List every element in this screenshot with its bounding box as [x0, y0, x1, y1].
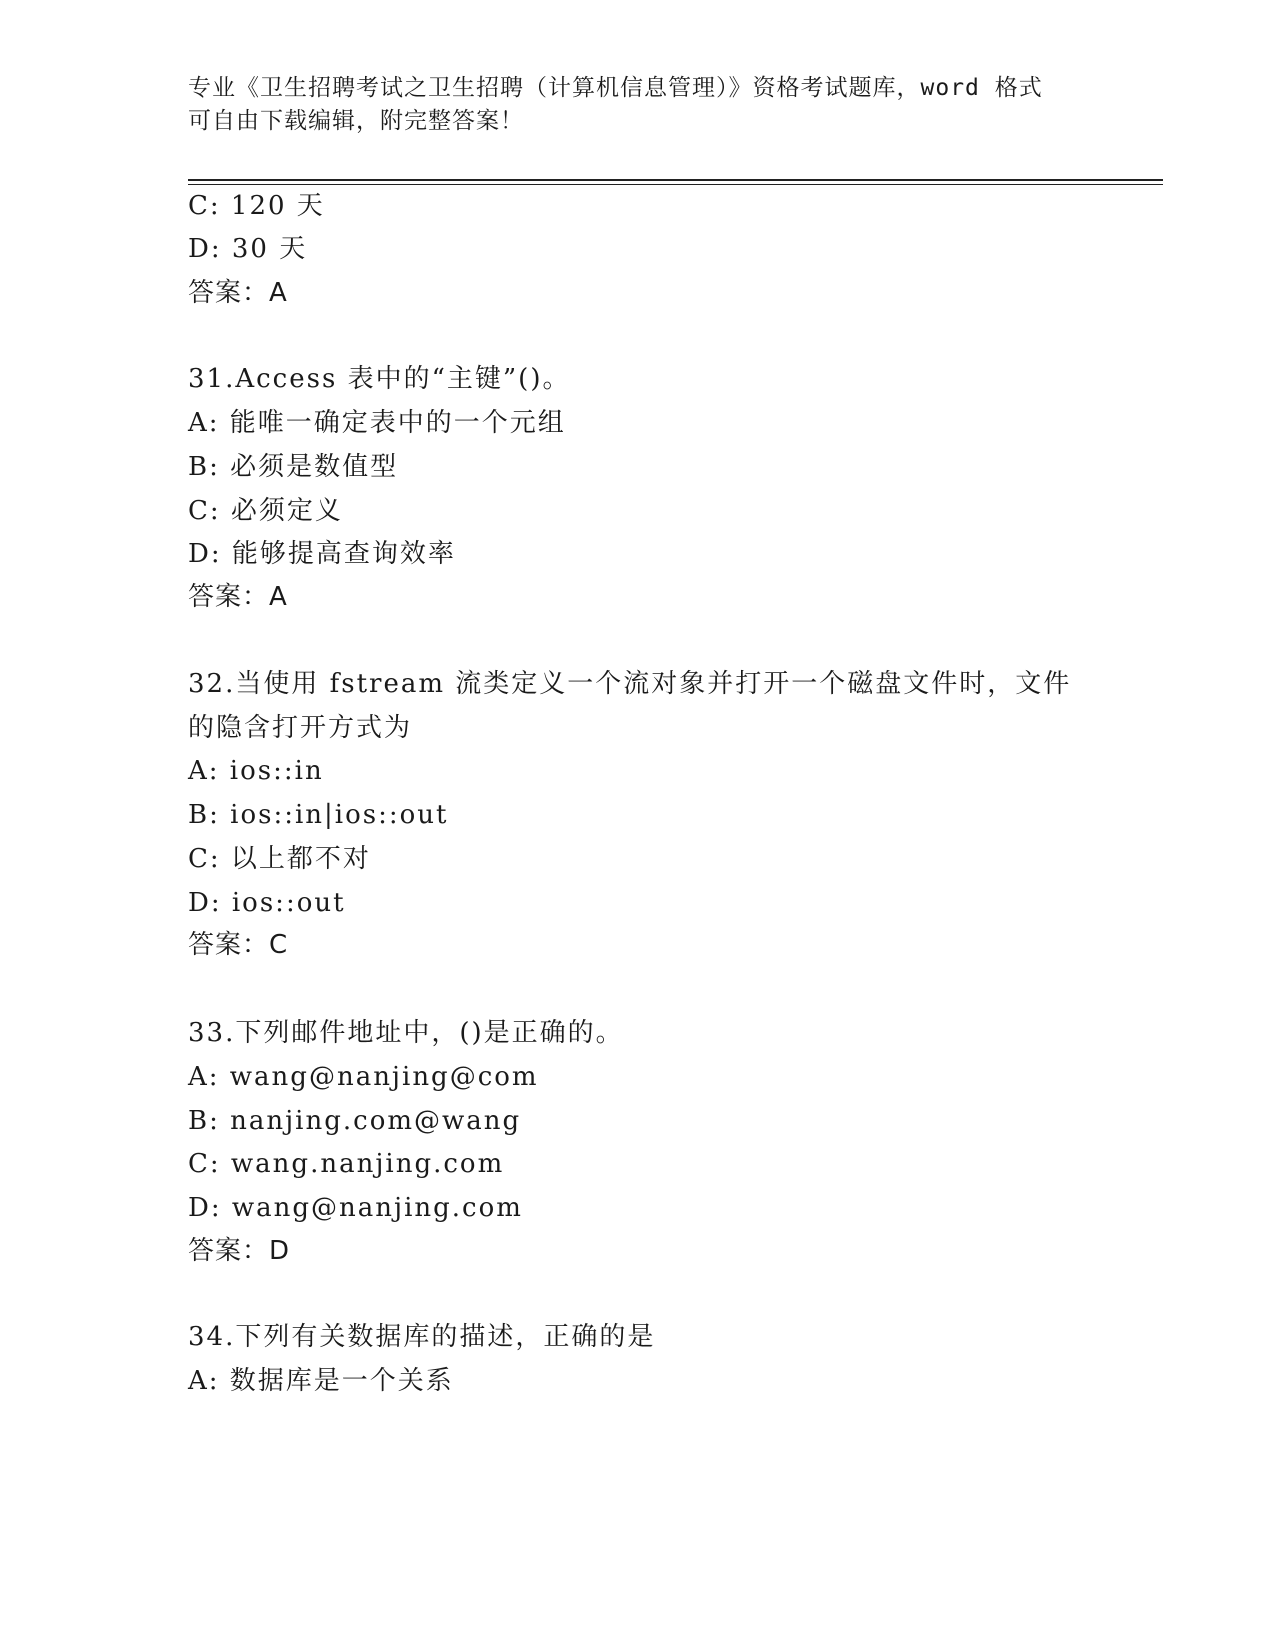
answer: 答案：A [188, 278, 288, 308]
question-34: 34.下列有关数据库的描述，正确的是 [188, 1322, 656, 1352]
question-32-line-2: 的隐含打开方式为 [188, 713, 413, 743]
option-b: B: nanjing.com@wang [188, 1106, 522, 1136]
question-31: 31.Access 表中的“主键”()。 [188, 364, 571, 394]
document-header [188, 72, 1088, 138]
header-line-2: 可自由下载编辑，附完整答案！ [188, 108, 524, 134]
option-c: C: 必须定义 [188, 496, 343, 526]
question-33: 33.下列邮件地址中，()是正确的。 [188, 1018, 624, 1048]
header-divider [188, 179, 1163, 181]
header-divider-thin [188, 184, 1163, 185]
option-d: D: 30 天 [188, 234, 308, 264]
option-c: C: 以上都不对 [188, 844, 371, 874]
option-d: D: ios::out [188, 888, 346, 918]
option-b: B: 必须是数值型 [188, 452, 399, 482]
option-c: C: wang.nanjing.com [188, 1149, 505, 1179]
option-d: D: wang@nanjing.com [188, 1193, 523, 1223]
option-b: B: ios::in|ios::out [188, 800, 449, 830]
question-32-line-1: 32.当使用 fstream 流类定义一个流对象并打开一个磁盘文件时，文件 [188, 669, 1072, 699]
header-line-1: 专业《卫生招聘考试之卫生招聘（计算机信息管理）》资格考试题库，word 格式 [188, 75, 1043, 101]
option-a: A: ios::in [188, 756, 324, 786]
answer: 答案：A [188, 582, 288, 612]
answer: 答案：D [188, 1236, 291, 1266]
answer: 答案：C [188, 930, 289, 960]
option-c: C: 120 天 [188, 191, 325, 221]
option-a: A: 能唯一确定表中的一个元组 [188, 408, 566, 438]
option-d: D: 能够提高查询效率 [188, 539, 456, 569]
option-a: A: 数据库是一个关系 [188, 1366, 454, 1396]
option-a: A: wang@nanjing@com [188, 1062, 539, 1092]
